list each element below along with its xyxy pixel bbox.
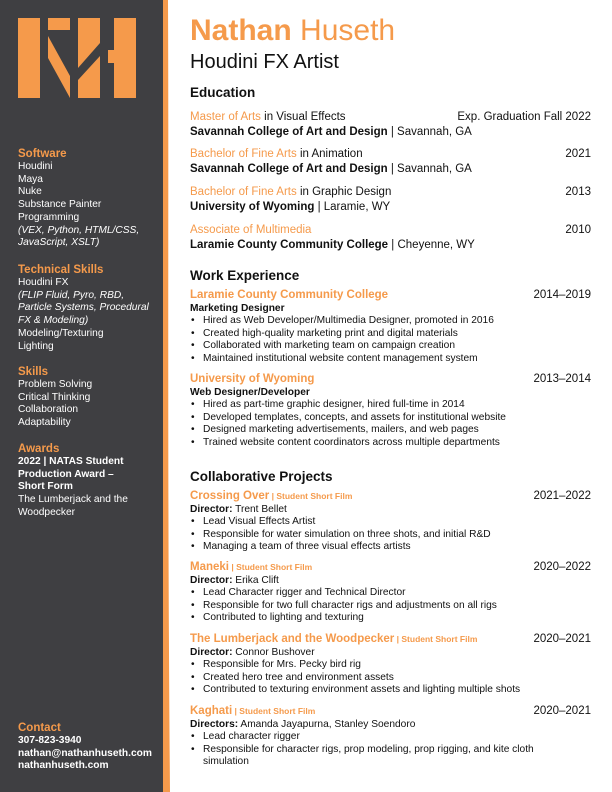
director: Erika Clift — [232, 574, 279, 586]
employer: University of Wyoming — [190, 373, 315, 385]
work-entry — [190, 288, 591, 365]
bullet-list — [190, 731, 563, 769]
date: 2013 — [565, 186, 591, 198]
degree: Bachelor of Fine Arts — [190, 186, 297, 198]
bullet: • Hired as Web Developer/Multimedia Designer, promoted in 2016 — [203, 315, 591, 328]
technical-skills-title: Technical Skills — [18, 264, 104, 276]
location: | Savannah, GA — [387, 125, 472, 138]
director-label: Directors: — [190, 718, 239, 730]
date: 2020–2022 — [533, 561, 591, 573]
position: Marketing Designer — [190, 302, 285, 314]
bullet: • Hired as part-time graphic designer, hired full-time in 2014 — [203, 399, 591, 412]
bullet-list — [190, 659, 591, 697]
project-tag: | Student Short Film — [269, 491, 353, 501]
project-name: Crossing Over — [190, 490, 270, 502]
bullet: • Managing a team of three visual effects artists — [203, 541, 591, 554]
school: Savannah College of Art and Design — [190, 125, 388, 138]
bullet: • Lead Visual Effects Artist — [203, 516, 591, 529]
first-name: Nathan — [190, 14, 292, 47]
contact-title: Contact — [18, 722, 61, 734]
bullet: • Responsible for Mrs. Pecky bird rig — [203, 659, 591, 672]
bullet: • Lead Character rigger and Technical Director — [203, 587, 591, 600]
contact-phone: 307-823-3940 — [18, 735, 82, 746]
software-item: Nuke — [18, 186, 42, 198]
bullet: • Created hero tree and environment assets — [203, 672, 591, 685]
job-title: Houdini FX Artist — [190, 51, 339, 73]
skill-item: Collaboration — [18, 404, 79, 416]
bullet-list — [190, 516, 591, 554]
nh-logo-icon — [18, 18, 136, 98]
awards-section — [18, 442, 143, 520]
work-entry — [190, 372, 591, 449]
project-tag: | Student Short Film — [232, 706, 316, 716]
bullet: • Trained website content coordinators across multiple departments — [203, 437, 591, 450]
education-entry — [190, 185, 591, 214]
education-entry — [190, 110, 591, 139]
date: 2014–2019 — [533, 289, 591, 301]
date: 2021–2022 — [533, 490, 591, 502]
skill-item: Adaptability — [18, 417, 71, 429]
school: University of Wyoming — [190, 200, 315, 213]
date: 2013–2014 — [533, 373, 591, 385]
contact-email[interactable]: nathan@nathanhuseth.com — [18, 747, 152, 759]
skill-item: Problem Solving — [18, 379, 93, 390]
technical-skills-section — [18, 263, 158, 353]
projects-heading: Collaborative Projects — [190, 469, 333, 484]
project-tag: | Student Short Film — [229, 562, 313, 572]
bullet: • Developed templates, concepts, and assets for institutional website — [203, 412, 591, 425]
education-entry — [190, 147, 591, 176]
bullet: • Contributed to texturing environment assets and lighting multiple shots — [203, 684, 591, 697]
software-title: Software — [18, 148, 67, 160]
director: Trent Bellet — [232, 503, 287, 515]
project-entry — [190, 632, 591, 697]
project-entry — [190, 704, 591, 769]
technical-skill-note: (FLIP Fluid, Pyro, RBD, Particle Systems, Procedural FX & Modeling) — [18, 289, 149, 327]
bullet: • Maintained institutional website content management system — [203, 353, 591, 366]
school: Laramie County Community College — [190, 238, 389, 251]
bullet: • Responsible for two full character rigs and adjustments on all rigs — [203, 600, 591, 613]
director-label: Director: — [190, 503, 233, 515]
date: 2021 — [565, 148, 591, 160]
contact-section — [18, 721, 158, 773]
award-work: The Lumberjack and the Woodpecker — [18, 494, 128, 518]
director: Connor Bushover — [232, 646, 315, 658]
project-entry — [190, 489, 591, 554]
last-name: Huseth — [300, 14, 396, 47]
date: 2020–2021 — [533, 705, 591, 717]
project-tag: | Student Short Film — [394, 634, 478, 644]
technical-skill-item: Lighting — [18, 340, 54, 352]
director-label: Director: — [190, 574, 233, 586]
technical-skill-item: Houdini FX — [18, 277, 69, 288]
project-entry — [190, 560, 591, 625]
project-name: The Lumberjack and the Woodpecker — [190, 633, 395, 645]
awards-title: Awards — [18, 443, 60, 455]
location: | Cheyenne, WY — [388, 238, 475, 251]
software-item: Houdini — [18, 161, 53, 172]
date: 2020–2021 — [533, 633, 591, 645]
bullet: • Created high-quality marketing print and digital materials — [203, 328, 591, 341]
director-label: Director: — [190, 646, 233, 658]
employer: Laramie County Community College — [190, 289, 389, 301]
bullet: • Responsible for water simulation on three shots, and initial R&D — [203, 529, 591, 542]
bullet: • Collaborated with marketing team on campaign creation — [203, 340, 591, 353]
location: | Savannah, GA — [387, 162, 472, 175]
position: Web Designer/Developer — [190, 386, 310, 398]
field: in Graphic Design — [296, 186, 392, 198]
project-name: Kaghati — [190, 705, 233, 717]
skills-section — [18, 365, 158, 430]
skills-title: Skills — [18, 366, 49, 378]
degree: Master of Arts — [190, 111, 261, 123]
degree: Bachelor of Fine Arts — [190, 148, 297, 160]
work-heading: Work Experience — [190, 268, 300, 283]
software-item: Programming — [18, 211, 80, 223]
school: Savannah College of Art and Design — [190, 162, 388, 175]
bullet-list — [190, 399, 591, 449]
skill-item: Critical Thinking — [18, 391, 91, 403]
contact-website[interactable]: nathanhuseth.com — [18, 760, 109, 772]
field: in Visual Effects — [260, 111, 346, 123]
software-section — [18, 147, 158, 250]
software-item: Substance Painter — [18, 199, 102, 211]
software-item: Maya — [18, 173, 43, 185]
bullet: • Contributed to lighting and texturing — [203, 612, 591, 625]
date: 2010 — [565, 224, 591, 236]
director: Amanda Jayapurna, Stanley Soendoro — [238, 718, 416, 730]
education-entry — [190, 223, 591, 252]
bullet: • Responsible for character rigs, prop modeling, prop rigging, and kite cloth simulation — [203, 744, 563, 769]
bullet-list — [190, 315, 591, 365]
bullet-list — [190, 587, 591, 625]
bullet: • Lead character rigger — [203, 731, 563, 744]
location: | Laramie, WY — [314, 200, 391, 213]
field: in Animation — [296, 148, 363, 160]
technical-skill-item: Modeling/Texturing — [18, 327, 104, 339]
bullet: • Designed marketing advertisements, mailers, and web pages — [203, 424, 591, 437]
date: Exp. Graduation Fall 2022 — [457, 111, 591, 123]
award-name: 2022 | NATAS Student Production Award – Short Form — [18, 456, 124, 493]
full-name — [190, 14, 395, 48]
project-name: Maneki — [190, 561, 229, 573]
degree: Associate of Multimedia — [190, 224, 312, 236]
education-heading: Education — [190, 85, 256, 100]
software-note: (VEX, Python, HTML/CSS, JavaScript, XSLT) — [18, 224, 140, 249]
